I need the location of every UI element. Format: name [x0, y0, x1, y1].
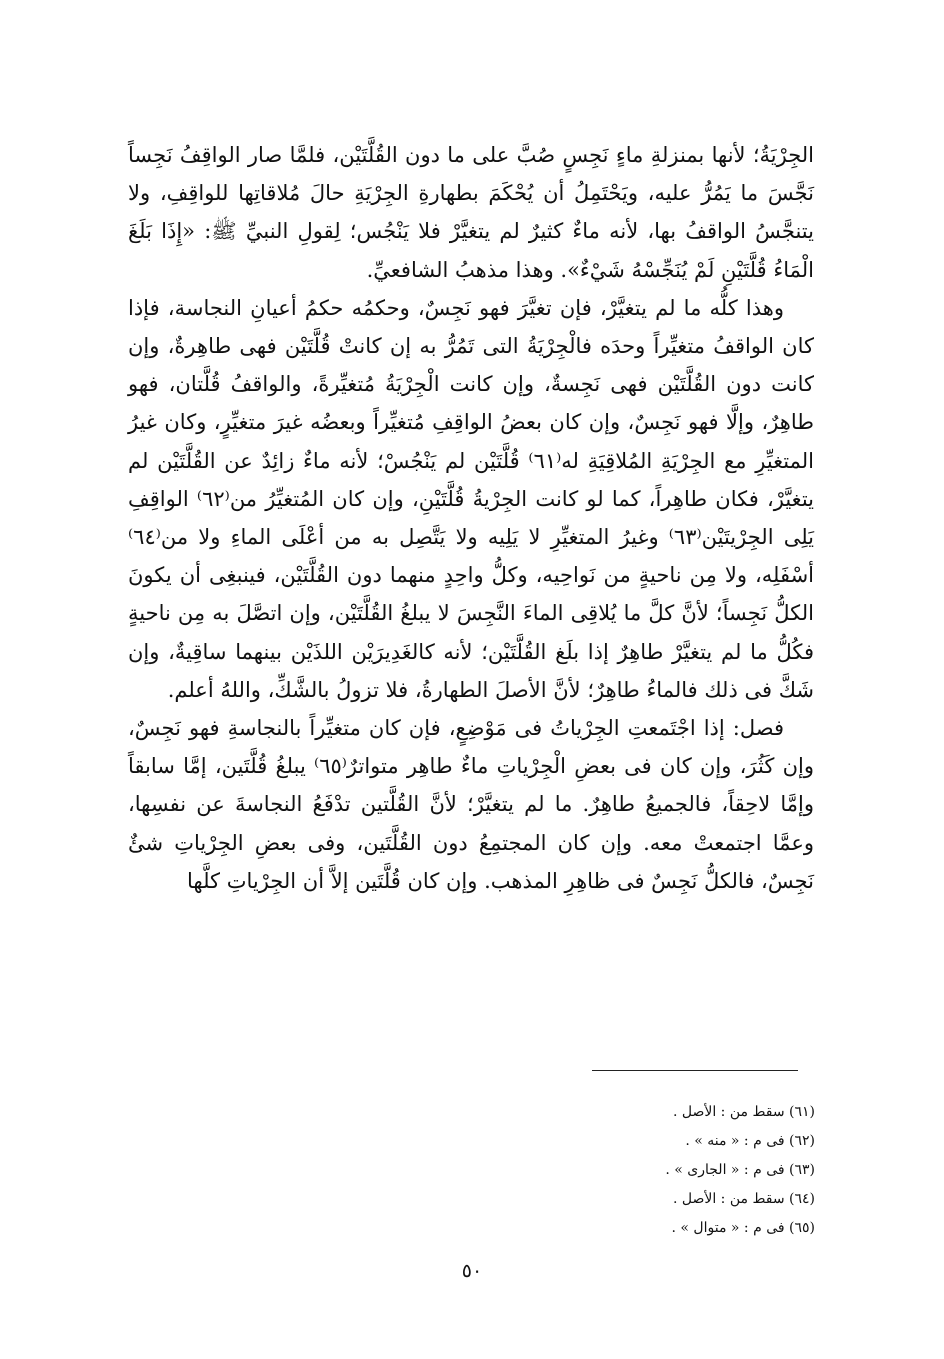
footnote-64: (٦٤) سقط من : الأصل .	[672, 1191, 815, 1207]
footnotes-list	[420, 1098, 815, 1243]
footnote-61: (٦١) سقط من : الأصل .	[672, 1104, 815, 1120]
paragraph-1: الجِرْيَةُ؛ لأنها بمنزلةِ ماءٍ نَجِسٍ صُبَّ على ما دون القُلَّتَيْن، فلمَّا صار الواقِفُ نَجِساً نَجَّسَ ما يَمُرُّ عليه، ويَحْتَمِلُ أن يُحْكَمَ بطهارةِ الجِرْيَةِ حالَ مُلاقاتِها للواقِفِ، ولا يتنجَّسُ الواقفُ بها، لأنه ماءٌ كثيرٌ لم يتغيَّرْ فلا يَنْجُس؛ لِقولِ النبيِّ ﷺ: «إِذَا بَلَغَ الْمَاءُ قُلَّتَيْنِ لَمْ يُنَجِّسْهُ شَيْءٌ». وهذا مذهبُ الشافعيِّ.	[128, 143, 814, 282]
footnote-65: (٦٥) فى م : « متوال » .	[671, 1220, 815, 1236]
paragraph-3: فصل: إذا اجْتَمعتِ الجِرْياتُ فى مَوْضِعٍ، فإن كان متغيِّراً بالنجاسةِ فهو نَجِسٌ، وإن كَثُرَ، وإن كان فى بعضِ الْجِرْياتِ ماءٌ طاهِر متواترٌ⁽٦٥⁾ يبلغُ قُلَّتَين، إمَّا سابقاً وإمَّا لاحِقاً، فالجميعُ طاهِرٌ. ما لم يتغيَّرْ؛ لأنَّ القُلَّتين تدْفَعُ النجاسةَ عن نفسِها، وعمَّا اجتمعتْ معه. وإن كان المجتمِعُ دون القُلَّتَين، وفى بعضِ الجِرْياتِ شئٌ نَجِسٌ، فالكلُّ نَجِسٌ فى ظاهِرِ المذهب. وإن كان قُلَّتَين إلاَّ أن الجِرْياتِ كلَّها	[128, 716, 814, 893]
paragraph-2: وهذا كلُّه ما لم يتغيَّرْ، فإن تغيَّرَ فهو نَجِسٌ، وحكمُه حكمُ أعيانِ النجاسة، فإذا كان الواقفُ متغيِّراً وحدَه فالْجِرْيَةُ التى تَمُرُّ به إن كانتْ قُلَّتَيْن فهى طاهِرةٌ، وإن كانت دون القُلَّتَيْن فهى نَجِسةٌ، وإن كانت الْجِرْيَةُ مُتغيِّرةً، والواقفُ قُلَّتان، فهو طاهِرٌ، وإلَّا فهو نَجِسٌ، وإن كان بعضُ الواقِفِ مُتغيِّراً وبعضُه غيرَ متغيِّرٍ، وكان غيرُ المتغيِّرِ مع الجِرْيَةِ المُلاقِيَةِ له⁽٦١⁾ قُلَّتَيْن لم يَنْجُسْ؛ لأنه ماءٌ زائِدٌ عن القُلَّتَيْن لم يتغيَّرْ، فكان طاهِراً، كما لو كانت الجِرْيةُ قُلَّتَيْنِ، وإن كان المُتغيِّرُ من⁽٦٢⁾ الواقِفِ يَلِى الجِرْيتَيْن⁽٦٣⁾ وغيرُ المتغيِّرِ لا يَلِيه ولا يَتَّصِل به من أعْلَى الماءِ ولا من⁽٦٤⁾ أسْفَلِه، ولا مِن ناحيةٍ من نَواحِيه، وكلُّ واحِدٍ منهما دون القُلَّتَيْن، فينبغِى أن يكونَ الكلُّ نَجِساً؛ لأنَّ كلَّ ما يُلاقِى الماءَ النَّجِسَ لا يبلغُ القُلَّتَيْن، وإن اتصَّلَ به مِن ناحيةٍ فكُلُّ ما لم يتغيَّرْ طاهِرٌ إذا بلَغ القُلَّتَيْن؛ لأنه كالغَدِيرَيْن اللذَيْن بينهما ساقِيةٌ، وإن شَكَّ فى ذلك فالماءُ طاهِرٌ؛ لأنَّ الأصلَ الطهارةُ، فلا تزولُ بالشَّكِّ، واللهُ أعلم.	[128, 295, 815, 702]
footnote-separator	[592, 1070, 798, 1071]
footnote-63: (٦٣) فى م : « الجارى » .	[665, 1162, 815, 1178]
main-text	[128, 136, 814, 900]
footnote-62: (٦٢) فى م : « منه » .	[685, 1133, 815, 1149]
page-number: ٥٠	[461, 1260, 483, 1282]
